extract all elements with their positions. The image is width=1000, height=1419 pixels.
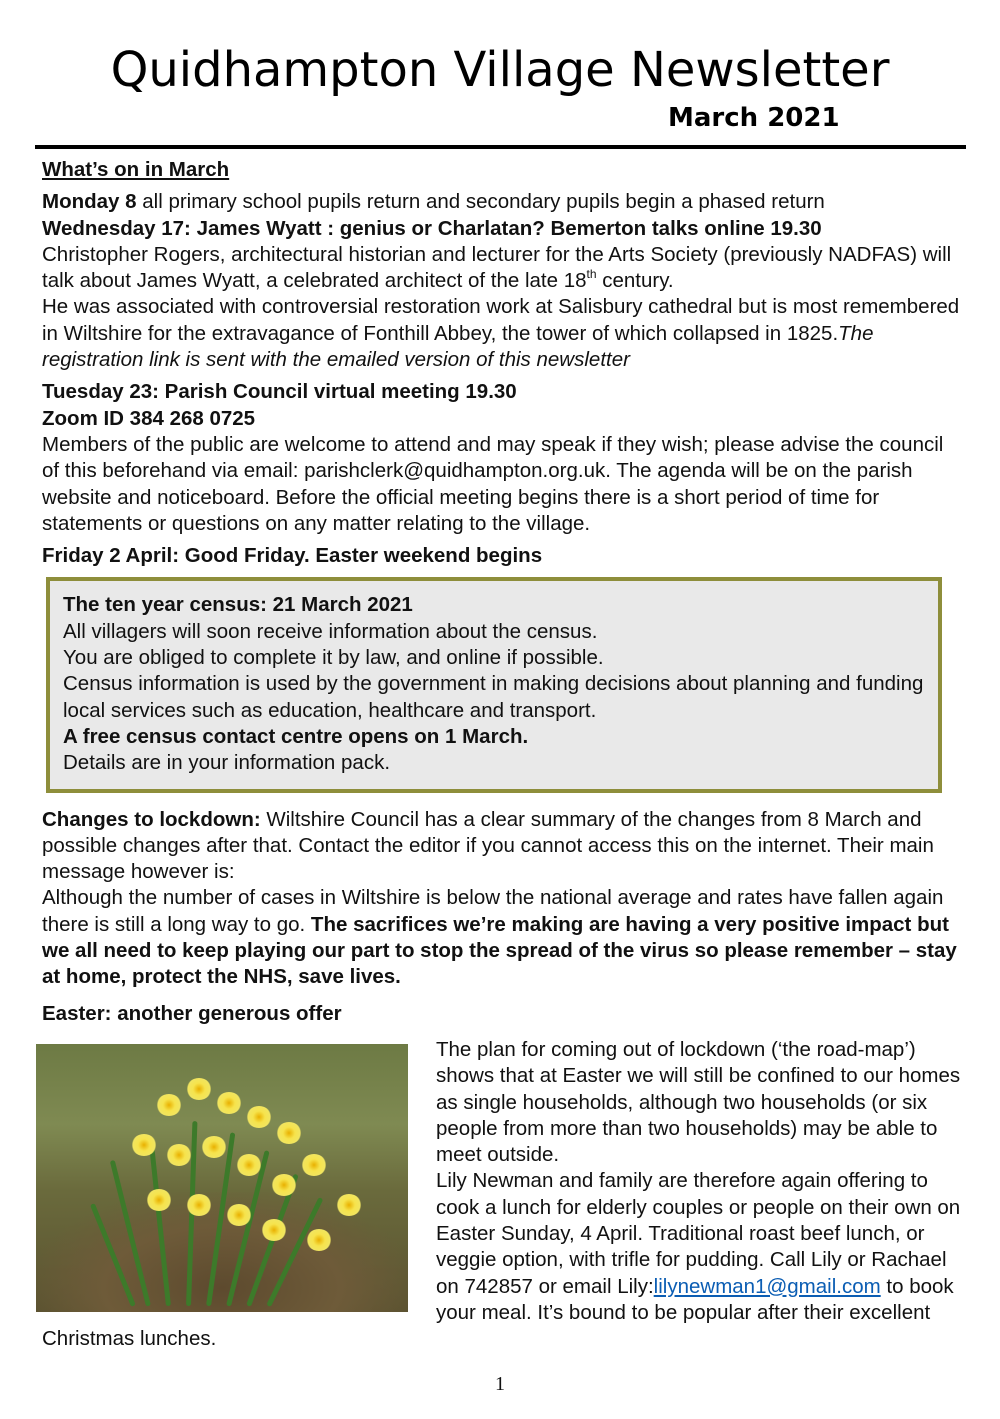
daffodils-photo — [36, 1044, 408, 1312]
issue-date: March 2021 — [668, 103, 840, 133]
tuesday-text: Members of the public are welcome to attend and may speak if they wish; please advise the council of this beforehand via email: parishclerk@quidhampton.org.uk. The agenda will be on the parish website and noticeboard. Before the official meeting begins there is a short period of time for statements or questions on any matter relating to the village. — [42, 432, 944, 535]
monday-label: Monday 8 — [42, 190, 137, 214]
lockdown-message: The sacrifices we’re making are having a very positive impact but we all need to keep playing our part to stop the spread of the virus so please remember – stay at home, protect the NHS, save lives. — [42, 912, 957, 989]
easter-heading — [42, 1001, 962, 1027]
daffodil-flower — [301, 1154, 327, 1176]
monday-text: all primary school pupils return and secondary pupils begin a phased return — [136, 190, 825, 214]
daffodil-flower — [226, 1204, 252, 1226]
lockdown-section — [42, 807, 962, 991]
census-contact-centre: A free census contact centre opens on 1 March. — [63, 724, 529, 748]
easter-heading-text: Easter: another generous offer — [42, 1001, 342, 1025]
friday-label: Friday 2 April: Good Friday. Easter weekend begins — [42, 544, 543, 568]
daffodil-flower — [261, 1219, 287, 1241]
newsletter-title: Quidhampton Village Newsletter — [110, 42, 890, 98]
page-number: 1 — [495, 1373, 505, 1395]
daffodil-flower — [236, 1154, 262, 1176]
daffodil-flower — [131, 1134, 157, 1156]
header-rule — [35, 145, 966, 149]
lockdown-text-2: Although the number of cases in Wiltshire is below the national average and rates have fallen again there is still a long way to go. — [42, 886, 944, 936]
daffodil-flower — [271, 1174, 297, 1196]
easter-text-2: Lily Newman and family are therefore again offering to cook a lunch for elderly couples or people on their own on Easter Sunday, 4 April. Traditional roast beef lunch, or veggie option, with trifle for pudding. Call Lily or Rachael on 742857 or email Lily: — [436, 1169, 961, 1298]
daffodil-flower — [276, 1122, 302, 1144]
wednesday-text-end: century. — [596, 269, 674, 293]
friday-event — [42, 543, 962, 569]
lockdown-label: Changes to lockdown: — [42, 807, 261, 831]
email-link[interactable]: lilynewman1@gmail.com — [653, 1274, 881, 1298]
wednesday-label: Wednesday 17: James Wyatt : genius or Charlatan? Bemerton talks online 19.30 — [42, 216, 822, 240]
daffodil-flower — [336, 1194, 362, 1216]
daffodil-flower — [246, 1106, 272, 1128]
census-line-3: Census information is used by the government in making decisions about planning and funding local services such as education, healthcare and transport. — [63, 672, 924, 722]
tuesday-label: Tuesday 23: Parish Council virtual meeting 19.30 — [42, 380, 517, 404]
wednesday-text: Christopher Rogers, architectural historian and lecturer for the Arts Society (previously NADFAS) will talk about James Wyatt, a celebrated architect of the late 18 — [42, 242, 952, 293]
zoom-id: Zoom ID 384 268 0725 — [42, 406, 256, 430]
easter-text-3: to book your meal. It’s bound to be popular after their excellent Christmas lunches. — [42, 1274, 954, 1351]
daffodil-flower — [146, 1189, 172, 1211]
census-line-2: You are obliged to complete it by law, and online if possible. — [63, 646, 604, 670]
daffodil-flower — [216, 1092, 242, 1114]
newsletter-body — [42, 157, 962, 1352]
wednesday-detail: He was associated with controversial restoration work at Salisbury cathedral but is most remembered in Wiltshire for the extravagance of Fonthill Abbey, the tower of which collapsed in 1825. — [42, 295, 960, 345]
census-line-4: Details are in your information pack. — [63, 751, 391, 775]
monday-event — [42, 189, 962, 215]
census-heading: The ten year census: 21 March 2021 — [63, 593, 413, 617]
whats-on-heading: What’s on in March — [42, 158, 230, 181]
daffodil-flower — [306, 1229, 332, 1251]
wednesday-event — [42, 216, 962, 374]
lockdown-text: Wiltshire Council has a clear summary of the changes from 8 March and possible changes after that. Contact the editor if you cannot access this on the internet. Their main message however is: — [42, 807, 934, 884]
registration-note: The registration link is sent with the emailed version of this newsletter — [42, 321, 874, 372]
tuesday-event — [42, 379, 962, 537]
daffodil-flower — [201, 1136, 227, 1158]
census-line-1: All villagers will soon receive information about the census. — [63, 619, 598, 643]
daffodil-flower — [186, 1194, 212, 1216]
daffodil-flower — [156, 1094, 182, 1116]
daffodil-flower — [166, 1144, 192, 1166]
easter-section — [42, 1037, 962, 1353]
wednesday-sup: th — [586, 267, 597, 282]
census-box — [46, 577, 942, 792]
daffodil-flower — [186, 1078, 212, 1100]
easter-text-1: The plan for coming out of lockdown (‘the road-map’) shows that at Easter we will still be confined to our homes as single households, although two households (or six people from more than two households) may be able to meet outside. — [436, 1037, 961, 1167]
